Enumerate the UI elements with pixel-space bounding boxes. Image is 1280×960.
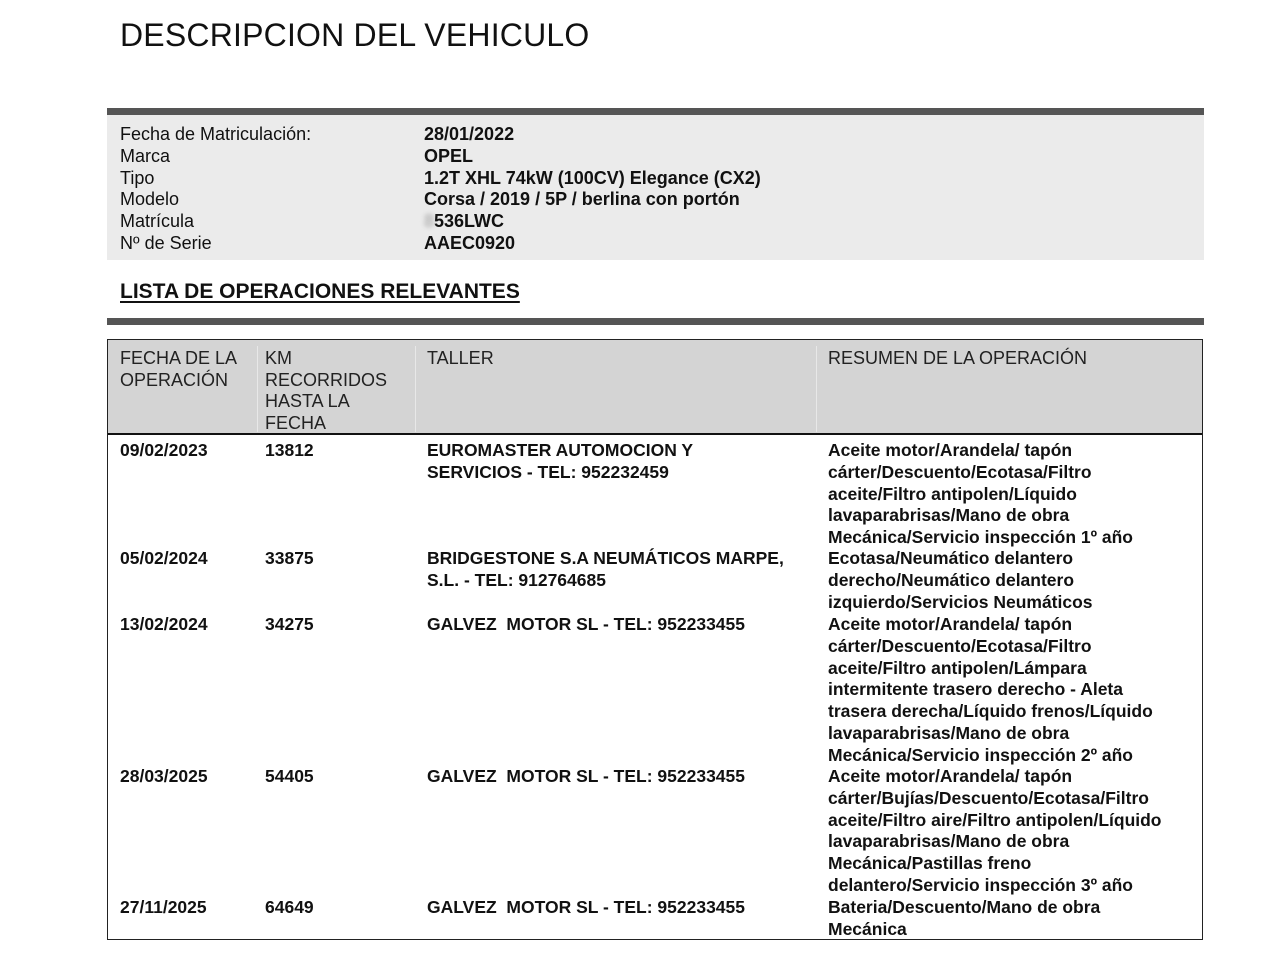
cell-resumen — [828, 440, 1200, 549]
top-divider — [107, 108, 1204, 115]
cell-line: derecho/Neumático delantero — [828, 569, 1075, 590]
cell-km: 13812 — [265, 440, 314, 460]
operations-table — [107, 339, 1203, 940]
cell-resumen — [828, 766, 1200, 897]
cell-line: cárter/Descuento/Ecotasa/Filtro — [828, 461, 1092, 482]
field-value: AAEC0920 — [424, 233, 516, 253]
field-label: Marca — [120, 146, 171, 166]
cell-line: cárter/Bujías/Descuento/Ecotasa/Filtro — [828, 787, 1149, 808]
cell-line: aceite/Filtro aire/Filtro antipolen/Líquido — [828, 809, 1162, 830]
field-label: Nº de Serie — [120, 233, 212, 253]
header-separator — [415, 346, 416, 432]
field-value: 1.2T XHL 74kW (100CV) Elegance (CX2) — [424, 168, 761, 188]
vehicle-info-panel — [107, 115, 1204, 260]
cell-line: Aceite motor/Arandela/ tapón — [828, 766, 1073, 786]
cell-line: Bateria/Descuento/Mano de obra — [828, 897, 1101, 917]
field-label: Modelo — [120, 189, 180, 209]
section-divider — [107, 318, 1204, 325]
header-line: FECHA — [265, 413, 327, 434]
cell-line: cárter/Descuento/Ecotasa/Filtro — [828, 635, 1092, 656]
cell-line: lavaparabrisas/Mano de obra — [828, 505, 1070, 526]
header-date — [120, 348, 260, 391]
operations-section-title: LISTA DE OPERACIONES RELEVANTES — [120, 280, 520, 303]
cell-line: Mecánica/Pastillas freno — [828, 853, 1032, 874]
cell-km: 34275 — [265, 614, 314, 634]
cell-taller — [427, 548, 819, 592]
cell-line: BRIDGESTONE S.A NEUMÁTICOS MARPE, — [427, 548, 784, 568]
cell-date: 27/11/2025 — [120, 897, 207, 917]
header-taller — [427, 348, 807, 370]
cell-line: trasera derecha/Líquido frenos/Líquido — [828, 701, 1153, 722]
cell-km: 33875 — [265, 548, 314, 568]
header-separator — [257, 346, 258, 432]
header-line: KM — [265, 348, 292, 368]
cell-line: izquierdo/Servicios Neumáticos — [828, 591, 1093, 612]
license-plate-value — [424, 210, 504, 232]
header-line: OPERACIÓN — [120, 369, 229, 390]
cell-taller — [427, 440, 819, 484]
header-resumen — [828, 348, 1198, 370]
cell-line: Aceite motor/Arandela/ tapón — [828, 440, 1073, 460]
cell-date: 13/02/2024 — [120, 614, 208, 634]
cell-taller — [427, 766, 819, 788]
cell-taller — [427, 614, 819, 636]
field-value: Corsa / 2019 / 5P / berlina con portón — [424, 189, 740, 209]
cell-line: Mecánica/Servicio inspección 1º año — [828, 527, 1133, 548]
cell-resumen — [828, 614, 1200, 767]
cell-line: GALVEZ MOTOR SL - TEL: 952233455 — [427, 614, 746, 634]
cell-line: GALVEZ MOTOR SL - TEL: 952233455 — [427, 897, 746, 917]
document-title: DESCRIPCION DEL VEHICULO — [120, 17, 590, 53]
cell-line: Ecotasa/Neumático delantero — [828, 548, 1074, 568]
header-line: FECHA DE LA — [120, 348, 238, 368]
cell-taller — [427, 897, 819, 919]
field-label: Fecha de Matriculación: — [120, 124, 312, 144]
cell-km: 64649 — [265, 897, 314, 917]
cell-line: aceite/Filtro antipolen/Lámpara — [828, 657, 1087, 678]
header-separator — [816, 346, 817, 432]
cell-date: 05/02/2024 — [120, 548, 208, 568]
cell-resumen — [828, 548, 1200, 613]
cell-line: S.L. - TEL: 912764685 — [427, 569, 606, 590]
cell-date: 28/03/2025 — [120, 766, 208, 786]
cell-km: 54405 — [265, 766, 314, 786]
cell-line: Mecánica — [828, 918, 907, 939]
header-line: HASTA LA — [265, 391, 350, 412]
header-line: RESUMEN DE LA OPERACIÓN — [828, 348, 1088, 368]
cell-line: delantero/Servicio inspección 3º año — [828, 874, 1133, 895]
table-header — [108, 340, 1202, 435]
field-label: Tipo — [120, 168, 155, 188]
header-line: RECORRIDOS — [265, 369, 388, 390]
cell-line: aceite/Filtro antipolen/Líquido — [828, 483, 1077, 504]
cell-date: 09/02/2023 — [120, 440, 208, 460]
field-value: 28/01/2022 — [424, 124, 515, 144]
cell-line: GALVEZ MOTOR SL - TEL: 952233455 — [427, 766, 746, 786]
cell-resumen — [828, 897, 1200, 941]
plate-visible-part: 536LWC — [434, 211, 505, 231]
redacted-plate-digit: 8 — [424, 211, 435, 231]
cell-line: intermitente trasero derecho - Aleta — [828, 679, 1123, 700]
field-value: OPEL — [424, 146, 474, 166]
cell-line: lavaparabrisas/Mano de obra — [828, 722, 1070, 743]
cell-line: EUROMASTER AUTOMOCION Y — [427, 440, 694, 460]
field-label: Matrícula — [120, 211, 195, 231]
header-km — [265, 348, 410, 435]
cell-line: SERVICIOS - TEL: 952232459 — [427, 461, 669, 482]
cell-line: lavaparabrisas/Mano de obra — [828, 831, 1070, 852]
header-line: TALLER — [427, 348, 494, 368]
cell-line: Mecánica/Servicio inspección 2º año — [828, 744, 1133, 765]
cell-line: Aceite motor/Arandela/ tapón — [828, 614, 1073, 634]
